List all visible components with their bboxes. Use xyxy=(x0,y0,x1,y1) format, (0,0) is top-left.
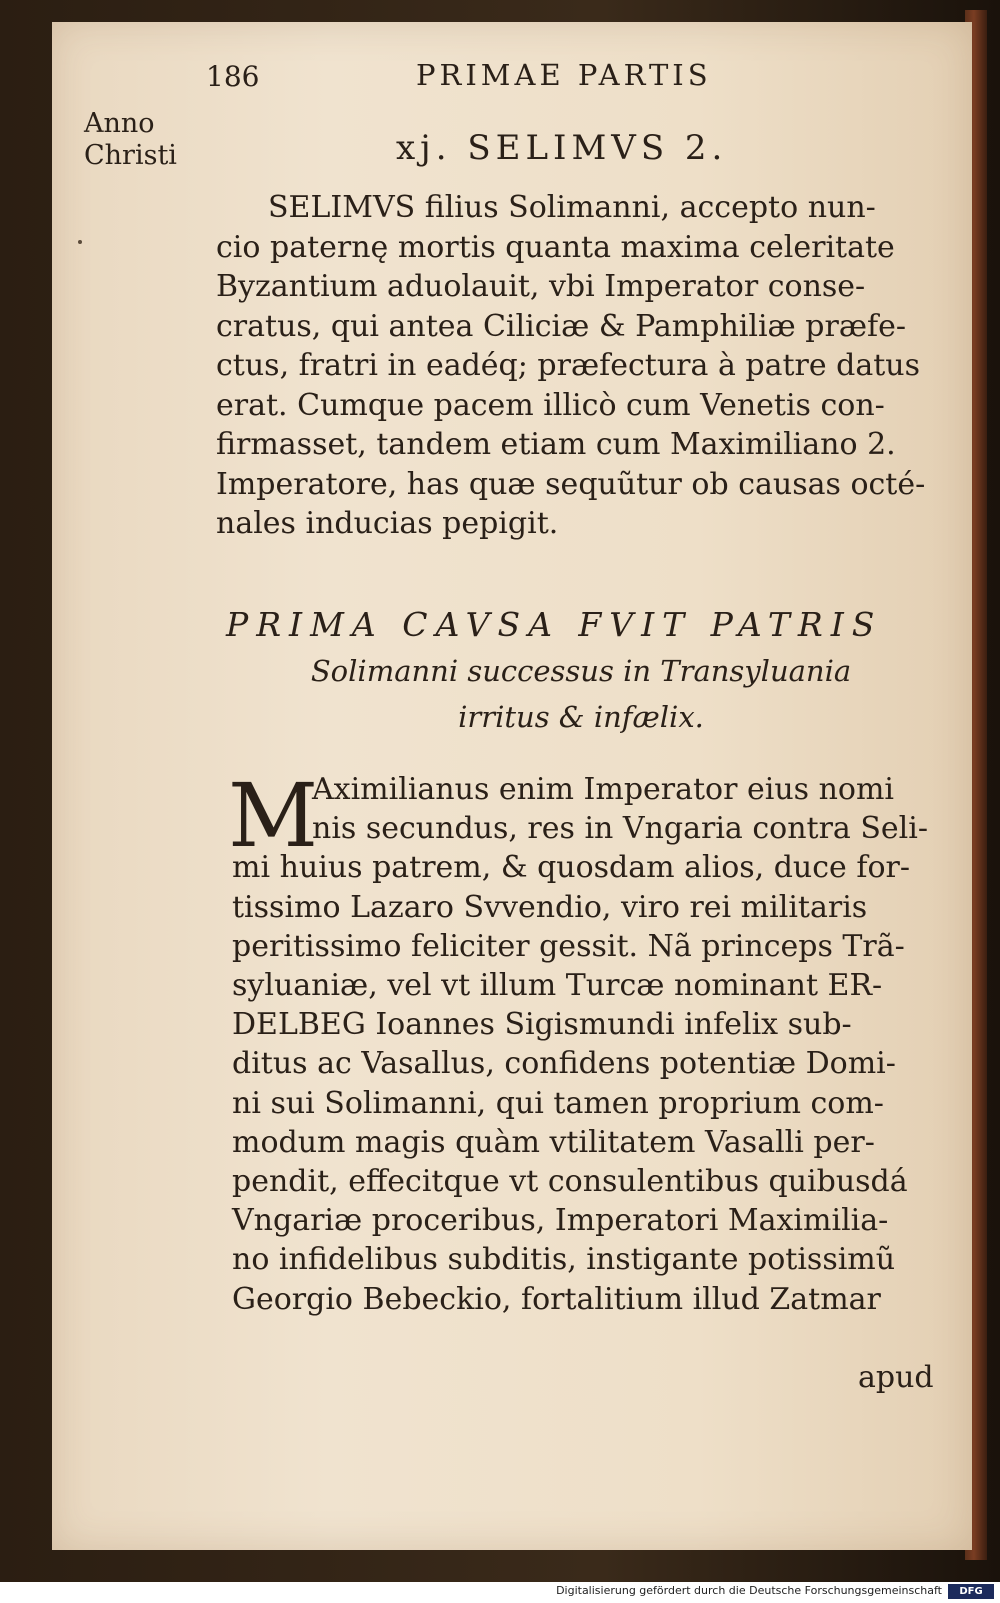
margin-note xyxy=(84,108,177,172)
text-line: ni sui Solimanni, qui tamen proprium com- xyxy=(232,1085,884,1121)
text-line: ditus ac Vasallus, confidens potentiæ Domi- xyxy=(232,1046,896,1082)
text-line: cratus, qui antea Ciliciæ & Pamphiliæ præfe- xyxy=(216,308,907,344)
text-line: nis secundus, res in Vngaria contra Seli- xyxy=(312,811,928,847)
text-line: ctus, fratri in eadéq; præfectura à patre datus xyxy=(216,348,921,383)
text-line: DELBEG Ioannes Sigismundi infelix sub- xyxy=(232,1007,852,1043)
text-line: Byzantium aduolauit, vbi Imperator conse- xyxy=(216,269,866,304)
text-line: erat. Cumque pacem illicò cum Venetis con- xyxy=(216,387,885,423)
text-line: no infidelibus subditis, instigante potissimũ xyxy=(232,1242,896,1278)
footer-credit: Digitalisierung gefördert durch die Deutsche Forschungsgemeinschaft xyxy=(556,1584,942,1597)
text-line: Vngariæ proceribus, Imperatori Maximilia- xyxy=(232,1203,889,1239)
section-heading xyxy=(226,602,936,740)
text-line: cio paternę mortis quanta maxima celeritate xyxy=(216,229,895,265)
text-line: peritissimo feliciter gessit. Nã princeps Trã- xyxy=(232,928,905,964)
margin-note-line: Anno xyxy=(84,108,155,139)
margin-note-line: Christi xyxy=(84,140,177,171)
paragraph-1 xyxy=(216,188,936,544)
page-number: 186 xyxy=(206,60,260,93)
section-heading-line: Solimanni successus in Transyluania xyxy=(310,654,852,688)
drop-cap: M xyxy=(228,764,319,867)
text-line: Aximilianus enim Imperator eius nomi xyxy=(312,772,895,807)
text-line: Georgio Bebeckio, fortalitium illud Zatmar xyxy=(232,1281,881,1317)
text-line: SELIMVS filius Solimanni, accepto nun- xyxy=(268,190,876,225)
text-line: mi huius patrem, & quosdam alios, duce for- xyxy=(232,850,910,886)
chapter-heading: xj. SELIMVS 2. xyxy=(396,128,728,168)
dfg-logo: DFG xyxy=(948,1584,994,1599)
text-line: Imperatore, has quæ sequũtur ob causas octé- xyxy=(216,466,926,502)
text-line: pendit, effecitque vt consulentibus quibusdá xyxy=(232,1164,908,1200)
section-heading-line: irritus & infælix. xyxy=(458,700,704,734)
text-line: nales inducias pepigit. xyxy=(216,506,559,541)
section-heading-line: PRIMA CAVSA FVIT PATRIS xyxy=(226,605,883,644)
text-line: syluaniæ, vel vt illum Turcæ nominant ER- xyxy=(232,968,883,1004)
paragraph-2 xyxy=(232,770,942,1319)
text-line: firmasset, tandem etiam cum Maximiliano 2. xyxy=(216,427,896,462)
text-line: tissimo Lazaro Svvendio, viro rei militaris xyxy=(232,889,868,925)
paper-speck xyxy=(78,240,82,244)
running-title: PRIMAE PARTIS xyxy=(416,58,712,92)
text-line: modum magis quàm vtilitatem Vasalli per- xyxy=(232,1124,875,1160)
catchword: apud xyxy=(858,1360,934,1395)
